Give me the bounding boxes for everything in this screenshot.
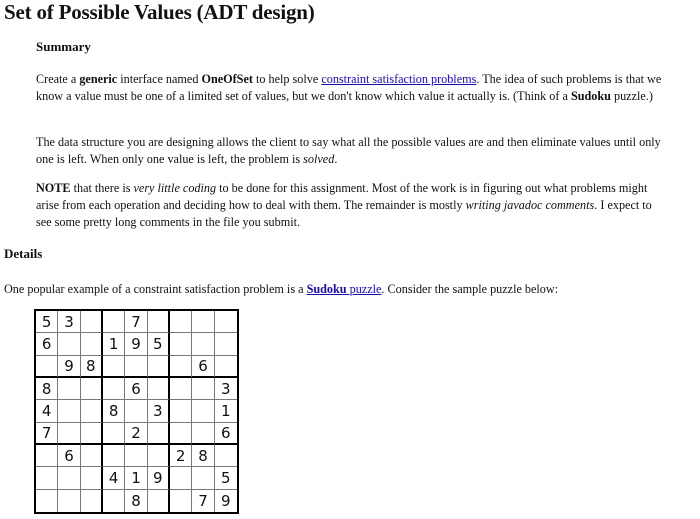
sudoku-cell [58, 378, 80, 400]
sudoku-cell [192, 311, 214, 333]
sudoku-cell [192, 378, 214, 400]
sudoku-cell [148, 311, 170, 333]
text: to help solve [252, 72, 322, 86]
sudoku-cell: 1 [215, 400, 237, 422]
sudoku-cell: 7 [36, 423, 58, 445]
sudoku-grid [34, 309, 239, 514]
sudoku-cell: 3 [58, 311, 80, 333]
text: interface named [117, 72, 202, 86]
sudoku-cell [170, 356, 192, 378]
sudoku-cell [58, 490, 80, 512]
sudoku-cell [148, 490, 170, 512]
text: . I expect to see some pretty long comments in the file you submit. [36, 198, 652, 229]
sudoku-cell: 5 [215, 467, 237, 489]
sudoku-cell: 4 [36, 400, 58, 422]
sudoku-puzzle-link[interactable] [307, 282, 382, 296]
sudoku-cell [81, 333, 103, 355]
sudoku-cell: 4 [103, 467, 125, 489]
sudoku-cell [170, 467, 192, 489]
note-paragraph [36, 180, 670, 231]
constraint-satisfaction-link[interactable]: constraint satisfaction problems [321, 72, 477, 86]
sudoku-cell [81, 490, 103, 512]
sudoku-cell: 5 [36, 311, 58, 333]
sudoku-cell: 9 [58, 356, 80, 378]
details-heading: Details [4, 246, 43, 261]
sudoku-cell: 8 [36, 378, 58, 400]
javadoc-italic: writing javadoc comments [465, 198, 595, 212]
sudoku-link-bold: Sudoku [306, 282, 347, 296]
sudoku-cell [148, 356, 170, 378]
sudoku-cell [148, 423, 170, 445]
sudoku-link-rest: puzzle [346, 282, 382, 296]
sudoku-cell [215, 311, 237, 333]
sudoku-cell [192, 400, 214, 422]
sudoku-cell [58, 333, 80, 355]
sudoku-cell: 3 [215, 378, 237, 400]
summary-paragraph-1 [36, 71, 670, 105]
sudoku-cell [103, 490, 125, 512]
sudoku-cell [215, 445, 237, 467]
sudoku-cell [170, 400, 192, 422]
sudoku-cell [103, 445, 125, 467]
sudoku-cell: 6 [125, 378, 147, 400]
sudoku-cell [36, 467, 58, 489]
sudoku-cell [36, 445, 58, 467]
text: puzzle.) [610, 89, 653, 103]
sudoku-cell: 1 [125, 467, 147, 489]
sudoku-cell [125, 445, 147, 467]
sudoku-cell [170, 490, 192, 512]
sudoku-cell: 9 [148, 467, 170, 489]
sudoku-cell: 2 [125, 423, 147, 445]
sudoku-cell [81, 445, 103, 467]
text: to be done for this assignment. Most of the work is in figuring out what problems might arise from each operation and deciding how to deal with them. The remainder is mostly [36, 181, 648, 212]
sudoku-cell [36, 490, 58, 512]
page-title: Set of Possible Values (ADT design) [4, 0, 315, 24]
sudoku-cell [192, 467, 214, 489]
text: Create a [36, 72, 80, 86]
sudoku-cell: 5 [148, 333, 170, 355]
oneofset-bold: OneOfSet [201, 72, 253, 86]
summary-paragraph-2 [36, 134, 670, 168]
sudoku-cell [36, 356, 58, 378]
text: One popular example of a constraint satisfaction problem is a [4, 282, 307, 296]
sudoku-cell [81, 467, 103, 489]
sudoku-cell [125, 356, 147, 378]
sudoku-cell: 7 [192, 490, 214, 512]
sudoku-cell [103, 311, 125, 333]
sudoku-cell [215, 333, 237, 355]
sudoku-cell: 7 [125, 311, 147, 333]
sudoku-cell: 8 [103, 400, 125, 422]
sudoku-cell [58, 467, 80, 489]
text: that there is [70, 181, 134, 195]
solved-italic: solved [303, 152, 335, 166]
details-intro [4, 281, 694, 298]
sudoku-bold: Sudoku [570, 89, 611, 103]
text: . Consider the sample puzzle below: [381, 282, 559, 296]
sudoku-cell [170, 333, 192, 355]
sudoku-cell [215, 356, 237, 378]
sudoku-cell: 9 [125, 333, 147, 355]
sudoku-cell: 8 [125, 490, 147, 512]
sudoku-cell: 2 [170, 445, 192, 467]
sudoku-cell [125, 400, 147, 422]
sudoku-cell [170, 378, 192, 400]
sudoku-cell: 3 [148, 400, 170, 422]
sudoku-cell [170, 311, 192, 333]
sudoku-cell [148, 445, 170, 467]
sudoku-cell [81, 311, 103, 333]
text: The data structure you are designing allows the client to say what all the possible values are and then eliminate values until only one is left. When only one value is left, the problem is [36, 135, 661, 166]
sudoku-cell: 6 [192, 356, 214, 378]
sudoku-cell: 9 [221, 491, 231, 510]
sudoku-cell [192, 423, 214, 445]
note-bold: NOTE [36, 181, 71, 195]
text: . [334, 152, 338, 166]
sudoku-cell [81, 378, 103, 400]
sudoku-cell [58, 423, 80, 445]
little-coding-italic: very little coding [133, 181, 217, 195]
sudoku-cell [170, 423, 192, 445]
sudoku-cell: 6 [36, 333, 58, 355]
sudoku-cell: 6 [58, 445, 80, 467]
sudoku-cell [103, 378, 125, 400]
sudoku-cell: 6 [215, 423, 237, 445]
sudoku-cell [103, 356, 125, 378]
text: . The idea of such problems is that we know a value must be one of a limited set of values, but we don't know which value it actually is. (Think of a [36, 72, 662, 103]
sudoku-cell [103, 423, 125, 445]
sudoku-cell [148, 378, 170, 400]
sudoku-cell [81, 400, 103, 422]
sudoku-cell [192, 333, 214, 355]
sudoku-cell: 1 [103, 333, 125, 355]
summary-heading: Summary [36, 39, 91, 54]
generic-bold: generic [79, 72, 118, 86]
sudoku-cell [81, 423, 103, 445]
sudoku-cell: 8 [81, 356, 103, 378]
sudoku-cell [58, 400, 80, 422]
sudoku-cell: 8 [192, 445, 214, 467]
